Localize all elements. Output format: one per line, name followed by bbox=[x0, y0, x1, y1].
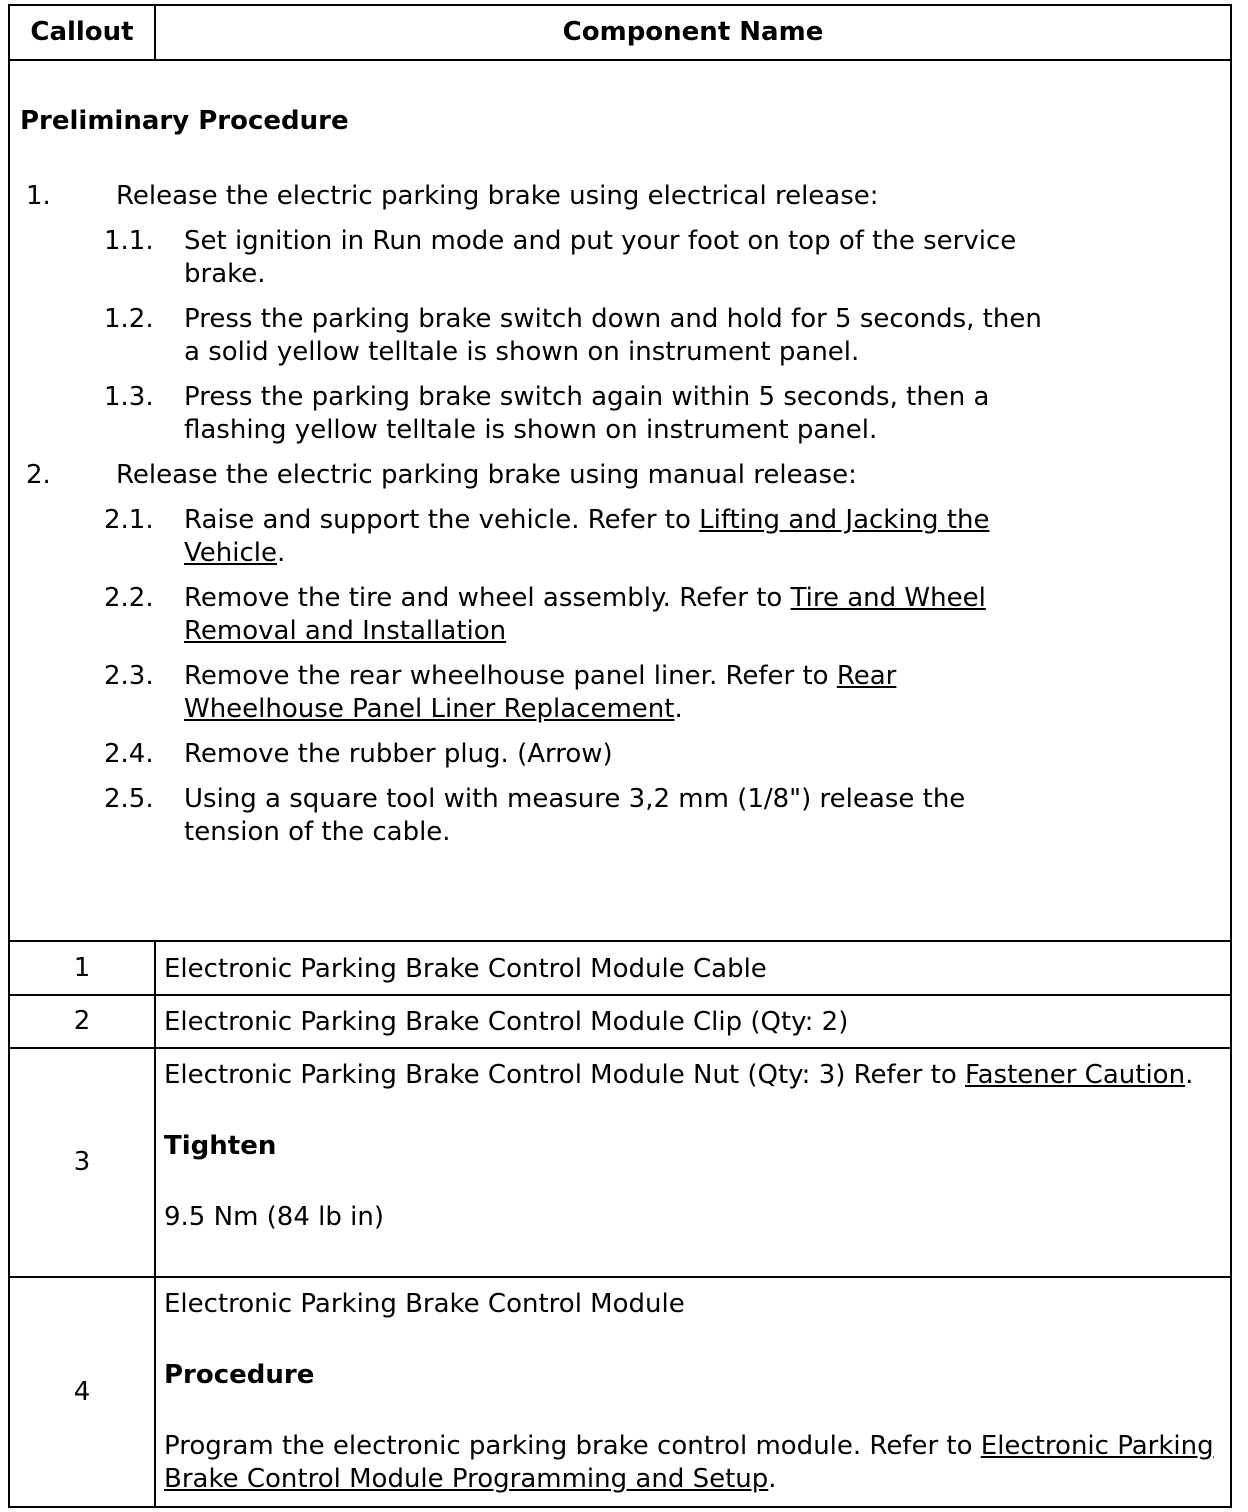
substep-text bbox=[184, 582, 1064, 648]
component-name-cell bbox=[155, 1048, 1231, 1278]
fastener-caution-link[interactable]: Fastener Caution bbox=[965, 1059, 1186, 1090]
substep-text: Set ignition in Run mode and put your foot on top of the service brake. bbox=[184, 226, 1017, 290]
substep-text-lead: Remove the tire and wheel assembly. Refer to bbox=[184, 583, 791, 614]
procedure-text-lead: Program the electronic parking brake control module. Refer to bbox=[164, 1431, 981, 1462]
component-name-text bbox=[164, 1059, 1222, 1092]
callout-cell: 3 bbox=[9, 1048, 155, 1278]
procedure-text-trail: . bbox=[768, 1464, 777, 1495]
substep-text-lead: Remove the rear wheelhouse panel liner. Refer to bbox=[184, 661, 837, 692]
substep-text: Press the parking brake switch down and hold for 5 seconds, then a solid yellow telltale is shown on instrument panel. bbox=[184, 304, 1042, 368]
substep-number: 2.2. bbox=[104, 583, 154, 614]
procedure-heading: Procedure bbox=[164, 1360, 315, 1391]
step-2 bbox=[20, 459, 1230, 492]
step-number: 2. bbox=[26, 460, 51, 491]
component-name-header: Component Name bbox=[155, 5, 1231, 60]
substep-text: Press the parking brake switch again within 5 seconds, then a flashing yellow telltale is shown on instrument panel. bbox=[184, 382, 990, 446]
rear-wheelhouse-link[interactable]: Rear Wheelhouse Panel Liner Replacement bbox=[184, 661, 897, 725]
tire-and-wheel-link[interactable]: Tire and Wheel Removal and Installation bbox=[184, 583, 986, 647]
component-name-lead: Electronic Parking Brake Control Module Nut (Qty: 3) Refer to bbox=[164, 1059, 966, 1090]
preliminary-procedure-row bbox=[9, 60, 1231, 941]
step-1 bbox=[20, 180, 1230, 213]
substep-1-1 bbox=[104, 225, 1064, 291]
component-name-cell: Electronic Parking Brake Control Module Cable bbox=[155, 941, 1231, 994]
substep-number: 1.3. bbox=[104, 382, 154, 413]
component-name-text: Electronic Parking Brake Control Module bbox=[164, 1289, 685, 1320]
callout-cell: 1 bbox=[9, 941, 155, 994]
substep-1-3 bbox=[104, 381, 1064, 447]
component-name-trail: . bbox=[1185, 1059, 1194, 1090]
substep-2-2 bbox=[104, 582, 1064, 648]
table-header-row bbox=[9, 5, 1231, 60]
substep-2-3 bbox=[104, 660, 1064, 726]
preliminary-procedure-cell bbox=[9, 60, 1231, 941]
callout-header: Callout bbox=[9, 5, 155, 60]
substep-2-5 bbox=[104, 783, 1064, 849]
substep-text-trail: . bbox=[276, 538, 286, 569]
step-text: Release the electric parking brake using electrical release: bbox=[116, 181, 879, 212]
step-text: Release the electric parking brake using manual release: bbox=[116, 460, 857, 491]
substep-number: 2.5. bbox=[104, 784, 154, 815]
substep-2-4 bbox=[104, 738, 1064, 771]
programming-and-setup-link[interactable]: Electronic Parking Brake Control Module Programming and Setup bbox=[164, 1431, 1214, 1495]
substep-number: 1.1. bbox=[104, 226, 154, 257]
tighten-heading: Tighten bbox=[164, 1130, 277, 1161]
callout-cell: 4 bbox=[9, 1277, 155, 1507]
substep-text bbox=[184, 504, 1064, 570]
substep-number: 1.2. bbox=[104, 304, 154, 335]
substep-1-2 bbox=[104, 303, 1064, 369]
substep-text: Remove the rubber plug. (Arrow) bbox=[184, 739, 613, 770]
substep-number: 2.1. bbox=[104, 505, 154, 536]
substep-text: Using a square tool with measure 3,2 mm (1/8") release the tension of the cable. bbox=[184, 784, 966, 848]
component-name-cell bbox=[155, 1277, 1231, 1507]
substep-text-lead: Raise and support the vehicle. Refer to bbox=[184, 505, 700, 536]
torque-spec: 9.5 Nm (84 lb in) bbox=[164, 1201, 384, 1232]
substep-2-1 bbox=[104, 504, 1064, 570]
lifting-and-jacking-link[interactable]: Lifting and Jacking the Vehicle bbox=[184, 505, 990, 569]
substep-number: 2.4. bbox=[104, 739, 154, 770]
table-row bbox=[9, 1048, 1231, 1278]
step-number: 1. bbox=[26, 181, 51, 212]
table-row bbox=[9, 1277, 1231, 1507]
component-table bbox=[8, 4, 1232, 1508]
callout-cell: 2 bbox=[9, 995, 155, 1048]
procedure-text bbox=[164, 1430, 1222, 1496]
substep-number: 2.3. bbox=[104, 661, 154, 692]
table-row bbox=[9, 995, 1231, 1048]
component-name-cell: Electronic Parking Brake Control Module Clip (Qty: 2) bbox=[155, 995, 1231, 1048]
substep-text bbox=[184, 660, 1064, 726]
substep-text-trail: . bbox=[674, 694, 683, 725]
preliminary-procedure-title: Preliminary Procedure bbox=[20, 106, 349, 137]
table-row bbox=[9, 941, 1231, 994]
